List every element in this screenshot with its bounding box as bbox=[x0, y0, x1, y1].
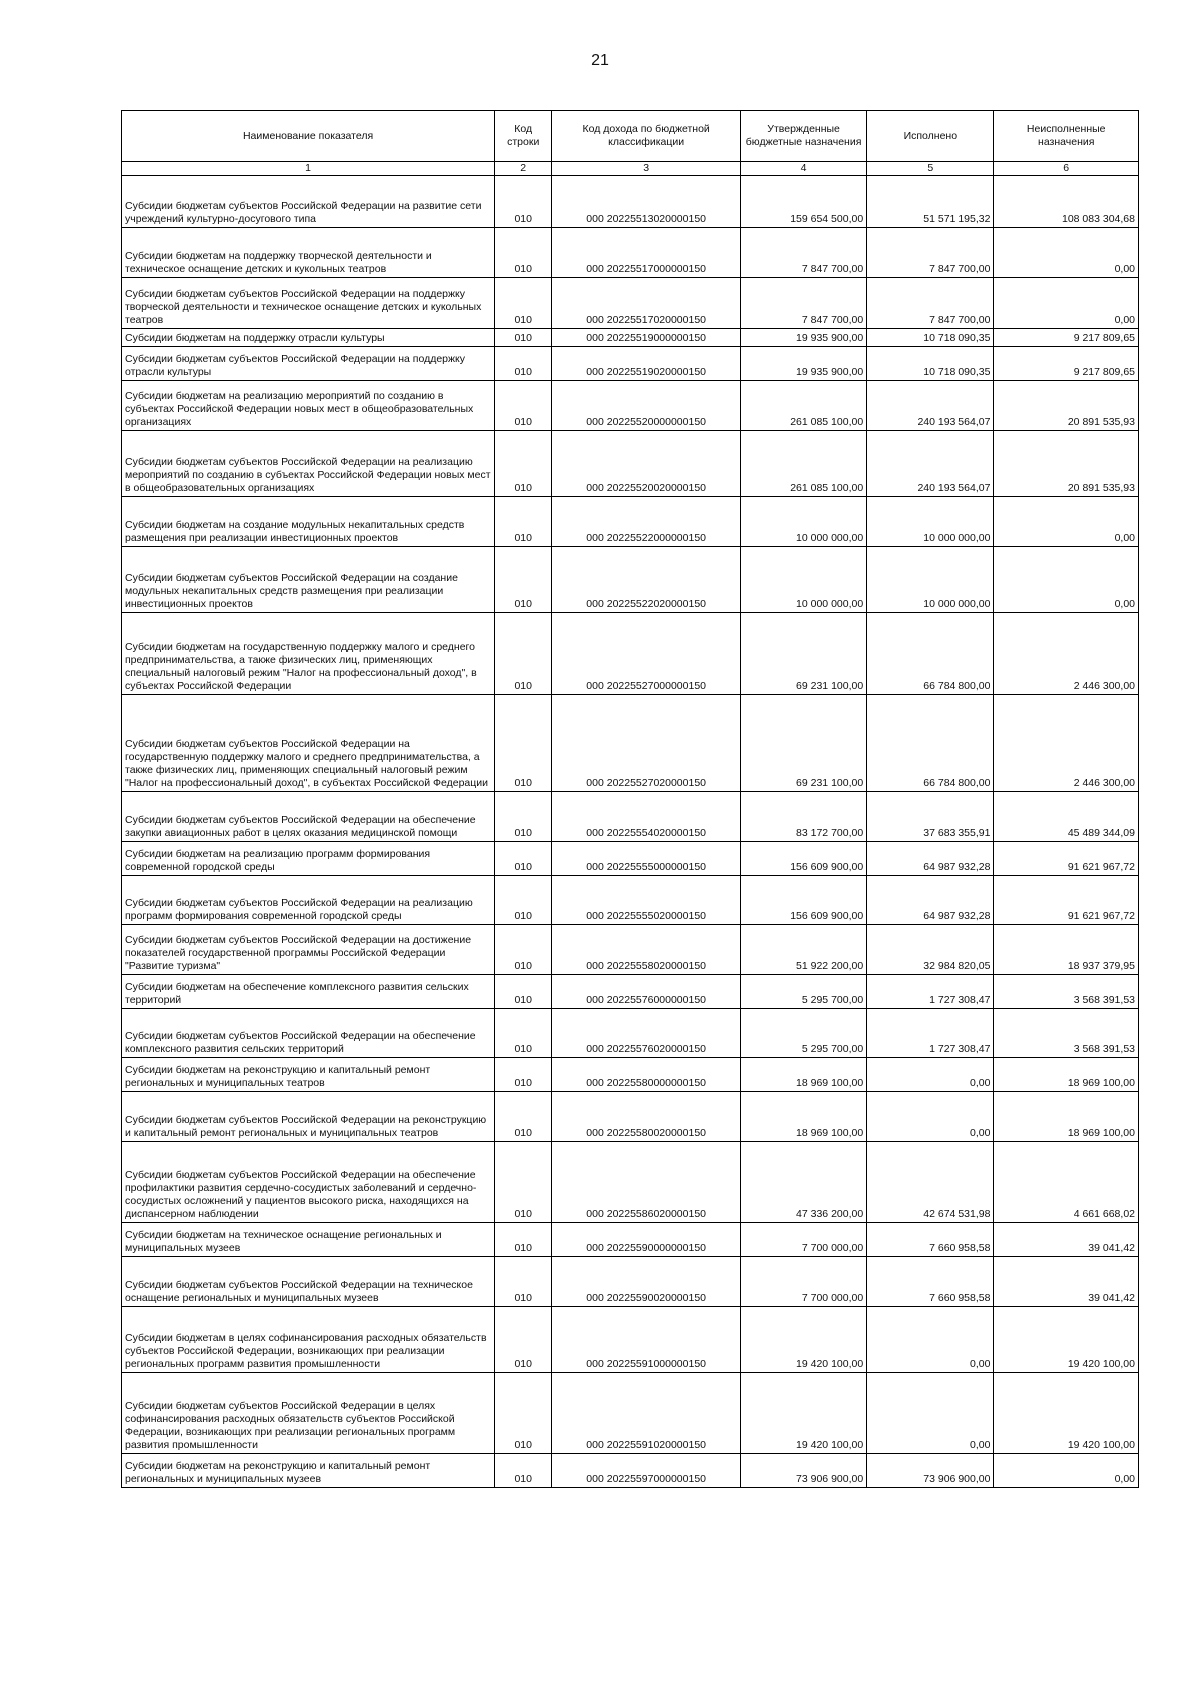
approved-amount-cell: 83 172 700,00 bbox=[741, 792, 867, 842]
line-code-cell: 010 bbox=[495, 1058, 552, 1092]
unexecuted-amount-cell: 39 041,42 bbox=[994, 1223, 1139, 1257]
table-row bbox=[122, 1009, 1139, 1058]
table-row bbox=[122, 695, 1139, 792]
table-row bbox=[122, 925, 1139, 975]
executed-amount-cell: 64 987 932,28 bbox=[867, 842, 994, 876]
table-row bbox=[122, 431, 1139, 497]
approved-amount-cell: 18 969 100,00 bbox=[741, 1092, 867, 1142]
table-row bbox=[122, 347, 1139, 381]
unexecuted-amount-cell: 20 891 535,93 bbox=[994, 381, 1139, 431]
income-code-cell: 000 20225520020000150 bbox=[552, 431, 741, 497]
column-number: 6 bbox=[994, 162, 1139, 176]
income-code-cell: 000 20225517000000150 bbox=[552, 228, 741, 278]
table-row bbox=[122, 176, 1139, 228]
approved-amount-cell: 261 085 100,00 bbox=[741, 381, 867, 431]
line-code-cell: 010 bbox=[495, 497, 552, 547]
executed-amount-cell: 1 727 308,47 bbox=[867, 1009, 994, 1058]
approved-amount-cell: 10 000 000,00 bbox=[741, 497, 867, 547]
executed-amount-cell: 10 000 000,00 bbox=[867, 497, 994, 547]
approved-amount-cell: 7 847 700,00 bbox=[741, 228, 867, 278]
line-code-cell: 010 bbox=[495, 278, 552, 329]
indicator-name-cell: Субсидии бюджетам субъектов Российской Федерации на техническое оснащение региональных и муниципальных музеев bbox=[122, 1257, 495, 1307]
income-code-cell: 000 20225519000000150 bbox=[552, 329, 741, 347]
unexecuted-amount-cell: 9 217 809,65 bbox=[994, 329, 1139, 347]
executed-amount-cell: 66 784 800,00 bbox=[867, 613, 994, 695]
income-code-cell: 000 20225558020000150 bbox=[552, 925, 741, 975]
line-code-cell: 010 bbox=[495, 1307, 552, 1373]
executed-amount-cell: 0,00 bbox=[867, 1307, 994, 1373]
executed-amount-cell: 51 571 195,32 bbox=[867, 176, 994, 228]
unexecuted-amount-cell: 45 489 344,09 bbox=[994, 792, 1139, 842]
header-line-code: Код строки bbox=[495, 111, 552, 162]
income-code-cell: 000 20225590000000150 bbox=[552, 1223, 741, 1257]
executed-amount-cell: 66 784 800,00 bbox=[867, 695, 994, 792]
table-row bbox=[122, 497, 1139, 547]
executed-amount-cell: 42 674 531,98 bbox=[867, 1142, 994, 1223]
approved-amount-cell: 69 231 100,00 bbox=[741, 695, 867, 792]
indicator-name-cell: Субсидии бюджетам субъектов Российской Федерации на развитие сети учреждений культурно-досугового типа bbox=[122, 176, 495, 228]
table-row bbox=[122, 792, 1139, 842]
executed-amount-cell: 0,00 bbox=[867, 1373, 994, 1454]
executed-amount-cell: 0,00 bbox=[867, 1092, 994, 1142]
approved-amount-cell: 261 085 100,00 bbox=[741, 431, 867, 497]
unexecuted-amount-cell: 18 969 100,00 bbox=[994, 1092, 1139, 1142]
approved-amount-cell: 73 906 900,00 bbox=[741, 1454, 867, 1488]
executed-amount-cell: 37 683 355,91 bbox=[867, 792, 994, 842]
indicator-name-cell: Субсидии бюджетам субъектов Российской Федерации на реконструкцию и капитальный ремонт региональных и муниципальных театров bbox=[122, 1092, 495, 1142]
unexecuted-amount-cell: 9 217 809,65 bbox=[994, 347, 1139, 381]
unexecuted-amount-cell: 39 041,42 bbox=[994, 1257, 1139, 1307]
income-code-cell: 000 20225517020000150 bbox=[552, 278, 741, 329]
header-approved: Утвержденные бюджетные назначения bbox=[741, 111, 867, 162]
approved-amount-cell: 19 935 900,00 bbox=[741, 329, 867, 347]
line-code-cell: 010 bbox=[495, 547, 552, 613]
income-code-cell: 000 20225576000000150 bbox=[552, 975, 741, 1009]
executed-amount-cell: 10 718 090,35 bbox=[867, 329, 994, 347]
table-row bbox=[122, 1454, 1139, 1488]
approved-amount-cell: 5 295 700,00 bbox=[741, 1009, 867, 1058]
table-row bbox=[122, 1257, 1139, 1307]
approved-amount-cell: 18 969 100,00 bbox=[741, 1058, 867, 1092]
approved-amount-cell: 159 654 500,00 bbox=[741, 176, 867, 228]
income-code-cell: 000 20225519020000150 bbox=[552, 347, 741, 381]
executed-amount-cell: 7 660 958,58 bbox=[867, 1257, 994, 1307]
executed-amount-cell: 1 727 308,47 bbox=[867, 975, 994, 1009]
approved-amount-cell: 156 609 900,00 bbox=[741, 876, 867, 925]
executed-amount-cell: 32 984 820,05 bbox=[867, 925, 994, 975]
column-number: 1 bbox=[122, 162, 495, 176]
executed-amount-cell: 240 193 564,07 bbox=[867, 431, 994, 497]
header-income-code: Код дохода по бюджетной классификации bbox=[552, 111, 741, 162]
income-code-cell: 000 20225591000000150 bbox=[552, 1307, 741, 1373]
executed-amount-cell: 0,00 bbox=[867, 1058, 994, 1092]
approved-amount-cell: 7 700 000,00 bbox=[741, 1257, 867, 1307]
executed-amount-cell: 240 193 564,07 bbox=[867, 381, 994, 431]
page-number: 21 bbox=[591, 52, 609, 69]
table-row bbox=[122, 1092, 1139, 1142]
income-code-cell: 000 20225555000000150 bbox=[552, 842, 741, 876]
line-code-cell: 010 bbox=[495, 1142, 552, 1223]
approved-amount-cell: 19 935 900,00 bbox=[741, 347, 867, 381]
table-row bbox=[122, 613, 1139, 695]
approved-amount-cell: 7 847 700,00 bbox=[741, 278, 867, 329]
table-row bbox=[122, 381, 1139, 431]
line-code-cell: 010 bbox=[495, 975, 552, 1009]
income-code-cell: 000 20225522000000150 bbox=[552, 497, 741, 547]
indicator-name-cell: Субсидии бюджетам субъектов Российской Федерации на поддержку творческой деятельности и техническое оснащение детских и кукольных театров bbox=[122, 278, 495, 329]
unexecuted-amount-cell: 20 891 535,93 bbox=[994, 431, 1139, 497]
indicator-name-cell: Субсидии бюджетам субъектов Российской Федерации на государственную поддержку малого и среднего предпринимательства, а также физических лиц, применяющих специальный налоговый режим "Налог на профессиональный доход", в субъектах Российской Федерации bbox=[122, 695, 495, 792]
approved-amount-cell: 51 922 200,00 bbox=[741, 925, 867, 975]
line-code-cell: 010 bbox=[495, 792, 552, 842]
income-code-cell: 000 20225513020000150 bbox=[552, 176, 741, 228]
executed-amount-cell: 73 906 900,00 bbox=[867, 1454, 994, 1488]
line-code-cell: 010 bbox=[495, 1257, 552, 1307]
executed-amount-cell: 7 847 700,00 bbox=[867, 278, 994, 329]
executed-amount-cell: 64 987 932,28 bbox=[867, 876, 994, 925]
table-row bbox=[122, 228, 1139, 278]
income-code-cell: 000 20225527000000150 bbox=[552, 613, 741, 695]
unexecuted-amount-cell: 91 621 967,72 bbox=[994, 876, 1139, 925]
line-code-cell: 010 bbox=[495, 876, 552, 925]
executed-amount-cell: 10 718 090,35 bbox=[867, 347, 994, 381]
indicator-name-cell: Субсидии бюджетам субъектов Российской Федерации на реализацию мероприятий по созданию в субъектах Российской Федерации новых мест в общеобразовательных организациях bbox=[122, 431, 495, 497]
budget-report-table bbox=[121, 110, 1139, 1488]
approved-amount-cell: 19 420 100,00 bbox=[741, 1307, 867, 1373]
column-number: 3 bbox=[552, 162, 741, 176]
indicator-name-cell: Субсидии бюджетам на реализацию мероприятий по созданию в субъектах Российской Федерации новых мест в общеобразовательных организациях bbox=[122, 381, 495, 431]
unexecuted-amount-cell: 18 969 100,00 bbox=[994, 1058, 1139, 1092]
table-row bbox=[122, 1373, 1139, 1454]
income-code-cell: 000 20225527020000150 bbox=[552, 695, 741, 792]
indicator-name-cell: Субсидии бюджетам субъектов Российской Федерации в целях софинансирования расходных обязательств субъектов Российской Федерации, возникающих при реализации региональных программ развития промышленности bbox=[122, 1373, 495, 1454]
unexecuted-amount-cell: 3 568 391,53 bbox=[994, 975, 1139, 1009]
unexecuted-amount-cell: 2 446 300,00 bbox=[994, 613, 1139, 695]
header-indicator-name: Наименование показателя bbox=[122, 111, 495, 162]
income-code-cell: 000 20225597000000150 bbox=[552, 1454, 741, 1488]
indicator-name-cell: Субсидии бюджетам на создание модульных некапитальных средств размещения при реализации инвестиционных проектов bbox=[122, 497, 495, 547]
line-code-cell: 010 bbox=[495, 842, 552, 876]
header-executed: Исполнено bbox=[867, 111, 994, 162]
indicator-name-cell: Субсидии бюджетам субъектов Российской Федерации на достижение показателей государственной программы Российской Федерации "Развитие туризма" bbox=[122, 925, 495, 975]
table-row bbox=[122, 278, 1139, 329]
income-code-cell: 000 20225590020000150 bbox=[552, 1257, 741, 1307]
table-row bbox=[122, 1223, 1139, 1257]
unexecuted-amount-cell: 18 937 379,95 bbox=[994, 925, 1139, 975]
unexecuted-amount-cell: 0,00 bbox=[994, 497, 1139, 547]
indicator-name-cell: Субсидии бюджетам субъектов Российской Федерации на обеспечение комплексного развития сельских территорий bbox=[122, 1009, 495, 1058]
unexecuted-amount-cell: 0,00 bbox=[994, 228, 1139, 278]
income-code-cell: 000 20225576020000150 bbox=[552, 1009, 741, 1058]
table-row bbox=[122, 547, 1139, 613]
line-code-cell: 010 bbox=[495, 329, 552, 347]
line-code-cell: 010 bbox=[495, 176, 552, 228]
approved-amount-cell: 7 700 000,00 bbox=[741, 1223, 867, 1257]
line-code-cell: 010 bbox=[495, 695, 552, 792]
indicator-name-cell: Субсидии бюджетам субъектов Российской Федерации на поддержку отрасли культуры bbox=[122, 347, 495, 381]
income-code-cell: 000 20225554020000150 bbox=[552, 792, 741, 842]
unexecuted-amount-cell: 0,00 bbox=[994, 547, 1139, 613]
indicator-name-cell: Субсидии бюджетам на реконструкцию и капитальный ремонт региональных и муниципальных театров bbox=[122, 1058, 495, 1092]
column-number: 2 bbox=[495, 162, 552, 176]
income-code-cell: 000 20225522020000150 bbox=[552, 547, 741, 613]
indicator-name-cell: Субсидии бюджетам субъектов Российской Федерации на обеспечение профилактики развития сердечно-сосудистых заболеваний и сердечно-сосудистых осложнений у пациентов высокого риска, находящихся на диспансерном наблюдении bbox=[122, 1142, 495, 1223]
table-row bbox=[122, 842, 1139, 876]
table-header-row bbox=[122, 111, 1139, 162]
table-row bbox=[122, 1142, 1139, 1223]
line-code-cell: 010 bbox=[495, 1454, 552, 1488]
line-code-cell: 010 bbox=[495, 925, 552, 975]
indicator-name-cell: Субсидии бюджетам на поддержку отрасли культуры bbox=[122, 329, 495, 347]
income-code-cell: 000 20225520000000150 bbox=[552, 381, 741, 431]
unexecuted-amount-cell: 19 420 100,00 bbox=[994, 1373, 1139, 1454]
table-row bbox=[122, 876, 1139, 925]
indicator-name-cell: Субсидии бюджетам субъектов Российской Федерации на обеспечение закупки авиационных работ в целях оказания медицинской помощи bbox=[122, 792, 495, 842]
executed-amount-cell: 7 660 958,58 bbox=[867, 1223, 994, 1257]
line-code-cell: 010 bbox=[495, 1223, 552, 1257]
line-code-cell: 010 bbox=[495, 1092, 552, 1142]
table-row bbox=[122, 975, 1139, 1009]
unexecuted-amount-cell: 0,00 bbox=[994, 1454, 1139, 1488]
column-number: 5 bbox=[867, 162, 994, 176]
executed-amount-cell: 10 000 000,00 bbox=[867, 547, 994, 613]
indicator-name-cell: Субсидии бюджетам на обеспечение комплексного развития сельских территорий bbox=[122, 975, 495, 1009]
approved-amount-cell: 19 420 100,00 bbox=[741, 1373, 867, 1454]
line-code-cell: 010 bbox=[495, 228, 552, 278]
indicator-name-cell: Субсидии бюджетам в целях софинансирования расходных обязательств субъектов Российской Федерации, возникающих при реализации региональных программ развития промышленности bbox=[122, 1307, 495, 1373]
unexecuted-amount-cell: 108 083 304,68 bbox=[994, 176, 1139, 228]
line-code-cell: 010 bbox=[495, 381, 552, 431]
indicator-name-cell: Субсидии бюджетам на техническое оснащение региональных и муниципальных музеев bbox=[122, 1223, 495, 1257]
table-row bbox=[122, 1307, 1139, 1373]
approved-amount-cell: 156 609 900,00 bbox=[741, 842, 867, 876]
unexecuted-amount-cell: 2 446 300,00 bbox=[994, 695, 1139, 792]
indicator-name-cell: Субсидии бюджетам на поддержку творческой деятельности и техническое оснащение детских и кукольных театров bbox=[122, 228, 495, 278]
line-code-cell: 010 bbox=[495, 613, 552, 695]
approved-amount-cell: 5 295 700,00 bbox=[741, 975, 867, 1009]
line-code-cell: 010 bbox=[495, 1373, 552, 1454]
income-code-cell: 000 20225580000000150 bbox=[552, 1058, 741, 1092]
indicator-name-cell: Субсидии бюджетам субъектов Российской Федерации на реализацию программ формирования современной городской среды bbox=[122, 876, 495, 925]
approved-amount-cell: 10 000 000,00 bbox=[741, 547, 867, 613]
approved-amount-cell: 69 231 100,00 bbox=[741, 613, 867, 695]
column-numbers-row bbox=[122, 162, 1139, 176]
indicator-name-cell: Субсидии бюджетам на реконструкцию и капитальный ремонт региональных и муниципальных музеев bbox=[122, 1454, 495, 1488]
header-unexecuted: Неисполненные назначения bbox=[994, 111, 1139, 162]
unexecuted-amount-cell: 4 661 668,02 bbox=[994, 1142, 1139, 1223]
indicator-name-cell: Субсидии бюджетам на государственную поддержку малого и среднего предпринимательства, а также физических лиц, применяющих специальный налоговый режим "Налог на профессиональный доход", в субъектах Российской Федерации bbox=[122, 613, 495, 695]
executed-amount-cell: 7 847 700,00 bbox=[867, 228, 994, 278]
line-code-cell: 010 bbox=[495, 1009, 552, 1058]
table-row bbox=[122, 329, 1139, 347]
approved-amount-cell: 47 336 200,00 bbox=[741, 1142, 867, 1223]
unexecuted-amount-cell: 3 568 391,53 bbox=[994, 1009, 1139, 1058]
line-code-cell: 010 bbox=[495, 431, 552, 497]
table-row bbox=[122, 1058, 1139, 1092]
unexecuted-amount-cell: 0,00 bbox=[994, 278, 1139, 329]
unexecuted-amount-cell: 91 621 967,72 bbox=[994, 842, 1139, 876]
income-code-cell: 000 20225591020000150 bbox=[552, 1373, 741, 1454]
income-code-cell: 000 20225580020000150 bbox=[552, 1092, 741, 1142]
column-number: 4 bbox=[741, 162, 867, 176]
indicator-name-cell: Субсидии бюджетам субъектов Российской Федерации на создание модульных некапитальных средств размещения при реализации инвестиционных проектов bbox=[122, 547, 495, 613]
income-code-cell: 000 20225555020000150 bbox=[552, 876, 741, 925]
line-code-cell: 010 bbox=[495, 347, 552, 381]
income-code-cell: 000 20225586020000150 bbox=[552, 1142, 741, 1223]
indicator-name-cell: Субсидии бюджетам на реализацию программ формирования современной городской среды bbox=[122, 842, 495, 876]
unexecuted-amount-cell: 19 420 100,00 bbox=[994, 1307, 1139, 1373]
